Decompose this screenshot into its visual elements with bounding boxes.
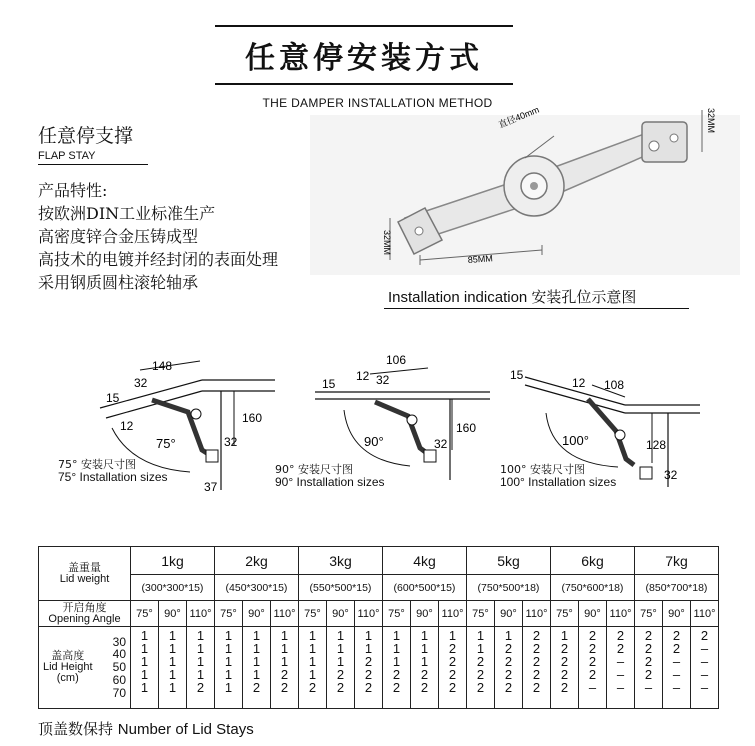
lid-height-value: 30 (112, 634, 126, 649)
angle-cell: 75° (467, 601, 495, 627)
weight-cell: 5kg (467, 547, 551, 575)
caption-en: 100° Installation sizes (500, 475, 617, 489)
stay-count-cell: 2 2 2 2 2 (523, 627, 551, 709)
diameter-label: 直径40mm (497, 104, 541, 130)
angle-cell: 90° (411, 601, 439, 627)
lid-height-value: 40 (112, 647, 126, 662)
angle-cell: 75° (383, 601, 411, 627)
angle-cell: 75° (215, 601, 243, 627)
weight-cell: 1kg (131, 547, 215, 575)
weight-cell: 3kg (299, 547, 383, 575)
stay-count-cell: 1 1 1 1 2 (243, 627, 271, 709)
lid-height-values (113, 636, 126, 700)
angle-cell: 110° (187, 601, 215, 627)
dim-height: 128 (646, 438, 667, 452)
stay-count-cell: 1 1 1 2 2 (271, 627, 299, 709)
stay-count-cell: 1 1 1 1 1 (159, 627, 187, 709)
angle-cell: 75° (635, 601, 663, 627)
table-row (39, 547, 719, 575)
angle-cell: 110° (607, 601, 635, 627)
stay-count-cell: 1 1 1 2 2 (327, 627, 355, 709)
angle-cell: 90° (327, 601, 355, 627)
page-subtitle: THE DAMPER INSTALLATION METHOD (262, 96, 493, 110)
feature-item: 按欧洲DIN工业标准生产 (38, 204, 216, 223)
weight-cell: 4kg (383, 547, 467, 575)
weight-cell: 2kg (215, 547, 299, 575)
dim-top: 148 (152, 359, 173, 373)
lid-height-value: 70 (112, 685, 126, 700)
stay-count-cell: 2 – – – – (691, 627, 719, 709)
hole-position-diagram (310, 100, 740, 290)
spec-table (38, 546, 719, 709)
dim-height: 160 (242, 411, 263, 425)
angle-cell: 75° (131, 601, 159, 627)
angle-cell: 110° (271, 601, 299, 627)
dim-c: 12 (120, 419, 134, 433)
height-right-label: 32MM (706, 108, 716, 134)
dim-bottom: 37 (204, 480, 218, 494)
angle-label: 75° (156, 436, 176, 451)
feature-heading: 产品特性: (38, 181, 108, 200)
caption-underline (384, 308, 689, 309)
stay-count-cell: 1 2 2 2 2 (495, 627, 523, 709)
dim-b: 32 (376, 373, 390, 387)
footer-cn: 顶盖数保持 (38, 720, 114, 738)
caption-cn: 75° 安装尺寸图 (58, 458, 136, 471)
angle-label: 90° (364, 434, 384, 449)
feature-item: 采用钢质圆柱滚轮轴承 (38, 273, 199, 292)
dimension-cell: (850*700*18) (635, 575, 719, 601)
flap-stay-title: 任意停支撑 (38, 125, 134, 147)
stay-count-cell: 1 1 1 1 2 (187, 627, 215, 709)
page-title: 任意停安装方式 (215, 25, 513, 85)
caption-en: 75° Installation sizes (58, 470, 168, 484)
stay-count-cell: 1 1 1 1 1 (215, 627, 243, 709)
stay-count-cell: 1 1 1 2 2 (383, 627, 411, 709)
angle-cell: 90° (243, 601, 271, 627)
dim-height: 160 (456, 421, 477, 435)
angle-label: 100° (562, 433, 589, 448)
angle-cell: 90° (579, 601, 607, 627)
weight-cell: 6kg (551, 547, 635, 575)
angle-cell: 90° (663, 601, 691, 627)
stay-count-cell: 2 2 – – – (663, 627, 691, 709)
dim-b: 15 (106, 391, 120, 405)
dimension-cell: (300*300*15) (131, 575, 215, 601)
feature-item: 高技术的电镀并经封闭的表面处理 (38, 250, 279, 269)
dimension-cell: (550*500*15) (299, 575, 383, 601)
feature-item: 高密度锌合金压铸成型 (38, 227, 199, 246)
lid-height-value: 50 (112, 660, 126, 675)
dim-a: 32 (134, 376, 148, 390)
lid-weight-header: 盖重量 Lid weight (39, 547, 131, 601)
caption-cn: 100° 安装尺寸图 (500, 463, 585, 476)
stay-count-cell: 1 1 1 1 2 (299, 627, 327, 709)
caption-cn: 90° 安装尺寸图 (275, 463, 353, 476)
table-row (39, 627, 719, 709)
dimension-cell: (600*500*15) (383, 575, 467, 601)
stay-count-cell: 1 2 2 2 2 (439, 627, 467, 709)
angle-cell: 110° (691, 601, 719, 627)
stay-count-cell: 2 2 2 2 – (579, 627, 607, 709)
angle-cell: 110° (355, 601, 383, 627)
angle-cell: 75° (551, 601, 579, 627)
stay-count-cell: 1 2 2 2 2 (551, 627, 579, 709)
lid-height-value: 60 (112, 672, 126, 687)
caption-en: 90° Installation sizes (275, 475, 385, 489)
dim-top: 106 (386, 353, 407, 367)
opening-angle-header: 开启角度 Opening Angle (39, 601, 131, 627)
dim-c: 15 (322, 377, 336, 391)
angle-cell: 75° (299, 601, 327, 627)
dim-small: 32 (664, 468, 678, 482)
table-row (39, 575, 719, 601)
dim-a: 12 (572, 376, 586, 390)
dim-small: 32 (224, 435, 238, 449)
angle-cell: 110° (523, 601, 551, 627)
stay-count-cell: 1 1 1 2 2 (411, 627, 439, 709)
mount-bracket-right (642, 122, 687, 162)
footer-caption (38, 718, 254, 739)
stay-count-cell: 2 2 – – – (607, 627, 635, 709)
angle-cell: 110° (439, 601, 467, 627)
angle-cell: 90° (159, 601, 187, 627)
stay-count-cell: 1 1 1 1 1 (131, 627, 159, 709)
stay-count-cell: 1 1 2 2 2 (467, 627, 495, 709)
table-row (39, 601, 719, 627)
dim-b: 15 (510, 368, 524, 382)
lid-height-header: 盖高度 Lid Height (cm) 30 40 50 60 70 (39, 627, 131, 709)
stay-count-cell: 1 1 2 2 2 (355, 627, 383, 709)
installation-indication-caption: Installation indication 安装孔位示意图 (388, 289, 637, 306)
dimension-cell: (450*300*15) (215, 575, 299, 601)
flap-stay-subtitle: FLAP STAY (38, 150, 148, 165)
height-left-label: 32MM (382, 230, 392, 256)
dim-small: 32 (434, 437, 448, 451)
weight-cell: 7kg (635, 547, 719, 575)
footer-en: Number of Lid Stays (117, 721, 254, 738)
width-label: 85MM (467, 253, 494, 265)
stay-count-cell: 2 2 2 2 – (635, 627, 663, 709)
dimension-cell: (750*600*18) (551, 575, 635, 601)
angle-cell: 90° (495, 601, 523, 627)
dim-a: 12 (356, 369, 370, 383)
dim-top: 108 (604, 378, 625, 392)
dimension-cell: (750*500*18) (467, 575, 551, 601)
